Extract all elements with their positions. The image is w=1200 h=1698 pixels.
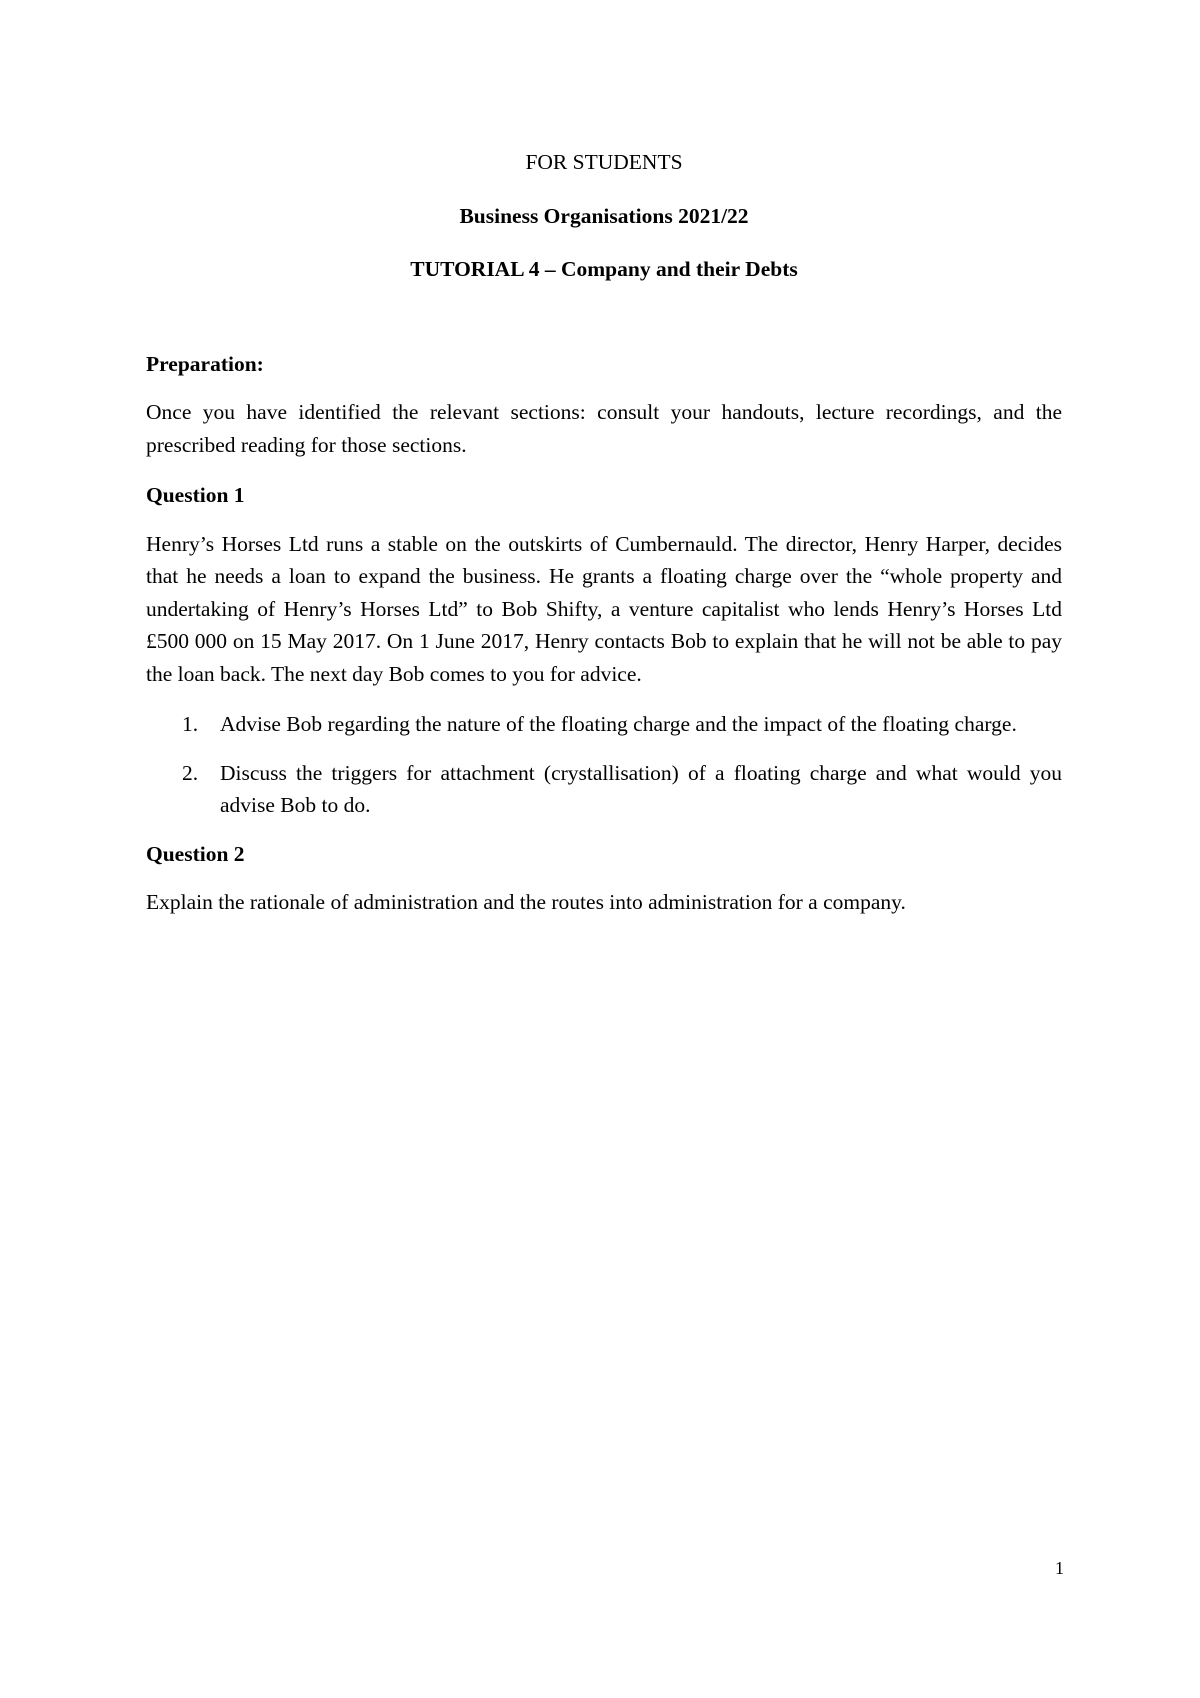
course-title: Business Organisations 2021/22 <box>459 203 749 228</box>
question-2-text: Explain the rationale of administration and the routes into administration for a company. <box>146 890 906 914</box>
question-1-list <box>146 708 1062 822</box>
list-item-number: 1. <box>182 712 199 736</box>
list-item-text: Advise Bob regarding the nature of the floating charge and the impact of the floating charge. <box>220 712 1017 736</box>
audience-label: FOR STUDENTS <box>525 150 683 174</box>
list-item <box>146 708 1062 741</box>
preparation-heading: Preparation: <box>146 351 264 376</box>
document-body <box>146 146 1062 937</box>
list-item-text: Discuss the triggers for attachment (crystallisation) of a floating charge and what would you advise Bob to do. <box>220 760 1062 817</box>
list-item-number: 2. <box>182 760 199 785</box>
page-number: 1 <box>1055 1558 1064 1578</box>
question-1-scenario: Henry’s Horses Ltd runs a stable on the outskirts of Cumbernauld. The director, Henry Harper, decides that he needs a loan to expand the business. He grants a floating charge over the “whole property and undertaking of Henry’s Horses Ltd” to Bob Shifty, a venture capitalist who lends Henry’s Horses Ltd £500 000 on 15 May 2017. On 1 June 2017, Henry contacts Bob to explain that he will not be able to pay the loan back. The next day Bob comes to you for advice. <box>146 531 1062 686</box>
preparation-text: Once you have identified the relevant sections: consult your handouts, lecture recordings, and the prescribed reading for those sections. <box>146 400 1062 457</box>
list-item <box>146 757 1062 822</box>
question-1-heading: Question 1 <box>146 483 245 507</box>
tutorial-title: TUTORIAL 4 – Company and their Debts <box>410 257 798 281</box>
question-2-heading: Question 2 <box>146 841 245 866</box>
